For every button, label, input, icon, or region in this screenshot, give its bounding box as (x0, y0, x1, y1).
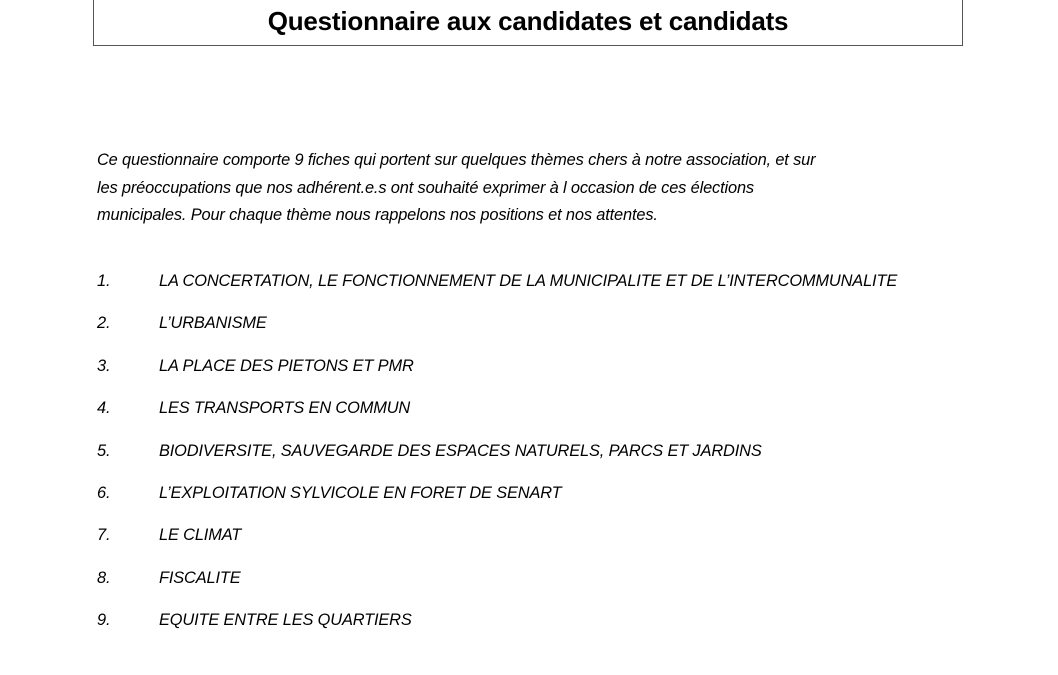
list-item (97, 314, 897, 356)
item-label: L’EXPLOITATION SYLVICOLE EN FORET DE SENART (159, 483, 562, 502)
list-item (97, 272, 897, 314)
list-item (97, 399, 897, 441)
item-number: 3. (97, 356, 111, 375)
list-item (97, 357, 897, 399)
item-label: L’URBANISME (159, 314, 267, 333)
list-item (97, 484, 897, 526)
intro-line: Ce questionnaire comporte 9 fiches qui portent sur quelques thèmes chers à notre association, et sur (97, 151, 816, 169)
list-item (97, 569, 897, 611)
theme-list (97, 272, 897, 654)
intro-paragraph (97, 147, 972, 230)
title-box (93, 0, 963, 46)
page-title: Questionnaire aux candidates et candidats (267, 6, 789, 36)
item-number: 8. (97, 568, 111, 587)
item-number: 4. (97, 399, 111, 418)
item-label: EQUITE ENTRE LES QUARTIERS (159, 611, 412, 630)
item-number: 7. (97, 526, 111, 545)
item-number: 5. (97, 441, 111, 460)
item-label: LE CLIMAT (159, 526, 242, 545)
list-item (97, 611, 897, 653)
item-number: 1. (97, 272, 111, 290)
list-item (97, 526, 897, 568)
item-label: LES TRANSPORTS EN COMMUN (159, 399, 411, 418)
intro-line: les préoccupations que nos adhérent.e.s ont souhaité exprimer à l occasion de ces élections (97, 178, 754, 197)
item-label: FISCALITE (159, 568, 241, 587)
item-label: BIODIVERSITE, SAUVEGARDE DES ESPACES NATURELS, PARCS ET JARDINS (159, 441, 762, 460)
item-label: LA PLACE DES PIETONS ET PMR (159, 356, 414, 375)
item-number: 6. (97, 483, 111, 502)
item-number: 2. (97, 314, 111, 333)
item-label: LA CONCERTATION, LE FONCTIONNEMENT DE LA MUNICIPALITE ET DE L’INTERCOMMUNALITE (159, 272, 898, 290)
item-number: 9. (97, 611, 111, 630)
list-item (97, 442, 897, 484)
intro-line: municipales. Pour chaque thème nous rappelons nos positions et nos attentes. (97, 206, 658, 224)
